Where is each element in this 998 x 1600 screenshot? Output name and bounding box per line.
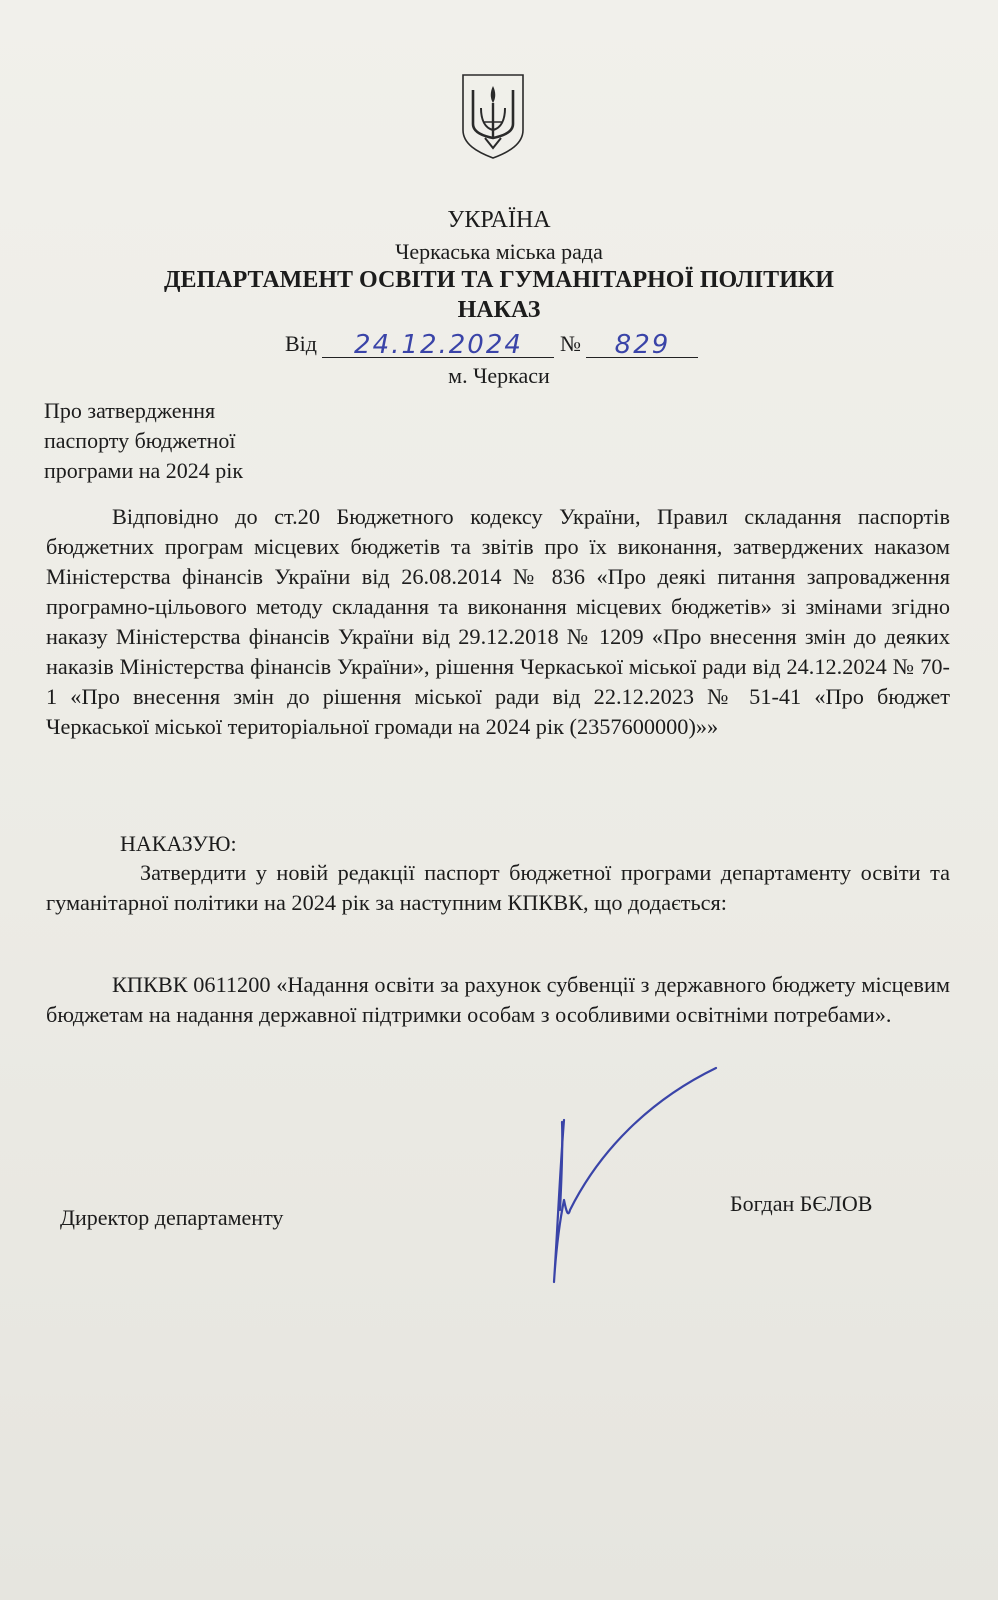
subject-line-2: паспорту бюджетної	[44, 428, 236, 453]
order-text: Затвердити у новій редакції паспорт бюджетної програми департаменту освіти та гуманітарної політики на 2024 рік за наступним КПКВК, що додається:	[46, 860, 950, 915]
number-field	[586, 331, 698, 358]
signatory-name: Богдан БЄЛОВ	[730, 1191, 873, 1216]
date-value: 24.12.2024	[354, 330, 523, 360]
trident-emblem-icon	[459, 72, 527, 160]
date-number-line	[285, 330, 715, 358]
department-name: ДЕПАРТАМЕНТ ОСВІТИ ТА ГУМАНІТАРНОЇ ПОЛІТИКИ	[164, 267, 834, 293]
subject-line-1: Про затвердження	[44, 398, 216, 423]
date-field	[322, 331, 554, 358]
council-name: Черкаська міська рада	[395, 239, 603, 264]
kpkvk-paragraph: КПКВК 0611200 «Надання освіти за рахунок субвенції з державного бюджету місцевим бюджетам на надання державної підтримки особам з особливими освітніми потребами».	[46, 972, 950, 1027]
preamble-paragraph: Відповідно до ст.20 Бюджетного кодексу України, Правил складання паспортів бюджетних програм місцевих бюджетів та звітів про їх виконання, затверджених наказом Міністерства фінансів України від 26.08.2014 № 836 «Про деякі питання запровадження програмно-цільового методу складання та виконання місцевих бюджетів» зі змінами згідно наказу Міністерства фінансів України від 29.12.2018 № 1209 «Про внесення змін до деяких наказів Міністерства фінансів України», рішення Черкаської міської ради від 24.12.2024 № 70-1 «Про внесення змін до рішення міської ради від 22.12.2023 № 51-41 «Про бюджет Черкаської міської територіальної громади на 2024 рік (2357600000)»»	[46, 504, 950, 739]
subject-line-3: програми на 2024 рік	[44, 458, 244, 483]
city-name: м. Черкаси	[448, 363, 550, 388]
country-title: УКРАЇНА	[447, 207, 551, 233]
doc-type: НАКАЗ	[457, 297, 541, 323]
signatory-position: Директор департаменту	[60, 1205, 284, 1230]
date-label: Від	[285, 331, 317, 356]
order-word: НАКАЗУЮ:	[120, 831, 237, 856]
number-label: №	[559, 331, 581, 356]
number-value: 829	[614, 330, 671, 360]
subject-block	[44, 396, 243, 486]
handwritten-signature	[530, 1060, 730, 1300]
